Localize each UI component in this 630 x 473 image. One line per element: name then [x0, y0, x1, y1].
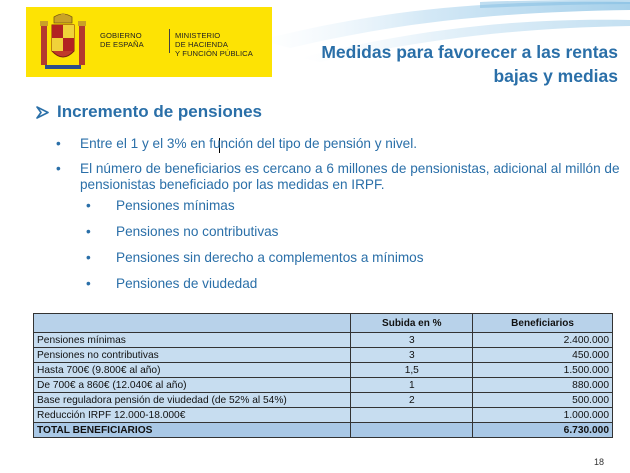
table-cell: 3 [351, 333, 473, 348]
table-row [34, 348, 613, 363]
table-cell: 1.000.000 [473, 408, 613, 423]
ministerio-label [175, 31, 253, 58]
beneficiaries-table [33, 313, 613, 438]
sub-bullet-item: • Pensiones no contributivas [86, 224, 626, 250]
table-row [34, 363, 613, 378]
logo-divider [169, 29, 170, 53]
ministerio-line3: Y FUNCIÓN PÚBLICA [175, 49, 253, 58]
coat-of-arms-icon [37, 11, 89, 73]
table-cell: Base reguladora pensión de viudedad (de 52% al 54%) [34, 393, 351, 408]
table-cell: Pensiones mínimas [34, 333, 351, 348]
table-cell: 3 [351, 348, 473, 363]
table-row [34, 408, 613, 423]
bullet-list [56, 136, 626, 302]
table-header-cell: Subida en % [351, 314, 473, 333]
table-cell [351, 423, 473, 438]
table-total-row [34, 423, 613, 438]
table-cell: De 700€ a 860€ (12.040€ al año) [34, 378, 351, 393]
table-header-cell [34, 314, 351, 333]
gobierno-line1: GOBIERNO [100, 31, 142, 40]
section-heading [36, 102, 262, 122]
table-row [34, 333, 613, 348]
table-cell: 880.000 [473, 378, 613, 393]
bullet-item: • Entre el 1 y el 3% en función del tipo de pensión y nivel. [56, 136, 626, 152]
table-row [34, 393, 613, 408]
table-cell: Pensiones no contributivas [34, 348, 351, 363]
table-row [34, 378, 613, 393]
arrow-right-icon [36, 106, 49, 119]
table-cell: 6.730.000 [473, 423, 613, 438]
slide-title-line1: Medidas para favorecer a las rentas [321, 42, 618, 62]
table-cell: TOTAL BENEFICIARIOS [34, 423, 351, 438]
table-header-row [34, 314, 613, 333]
table-header-cell: Beneficiarios [473, 314, 613, 333]
sub-bullet-item: • Pensiones de viudedad [86, 276, 626, 302]
table-cell: 1.500.000 [473, 363, 613, 378]
gobierno-line2: DE ESPAÑA [100, 40, 144, 49]
table-cell: 450.000 [473, 348, 613, 363]
sub-bullet-list [80, 198, 626, 302]
table-cell: Reducción IRPF 12.000-18.000€ [34, 408, 351, 423]
slide-title-line2: bajas y medias [493, 66, 618, 86]
bullet-item-text: El número de beneficiarios es cercano a 6 millones de pensionistas, adicional al millón de pensionistas beneficiado por las medidas en IRPF. [80, 161, 620, 192]
table-cell: 2.400.000 [473, 333, 613, 348]
table-cell [351, 408, 473, 423]
sub-bullet-item: • Pensiones sin derecho a complementos a mínimos [86, 250, 626, 276]
gobierno-label [100, 31, 144, 49]
table-cell: 1,5 [351, 363, 473, 378]
slide-title [278, 40, 618, 88]
page-number: 18 [594, 457, 605, 467]
ministerio-line1: MINISTERIO [175, 31, 221, 40]
bullet-item [56, 161, 626, 302]
sub-bullet-item: • Pensiones mínimas [86, 198, 626, 224]
section-heading-text: Incremento de pensiones [57, 102, 262, 121]
ministerio-line2: DE HACIENDA [175, 40, 228, 49]
table-cell: 1 [351, 378, 473, 393]
gobierno-logo [26, 7, 272, 77]
table-cell: 500.000 [473, 393, 613, 408]
table-cell: 2 [351, 393, 473, 408]
table-cell: Hasta 700€ (9.800€ al año) [34, 363, 351, 378]
